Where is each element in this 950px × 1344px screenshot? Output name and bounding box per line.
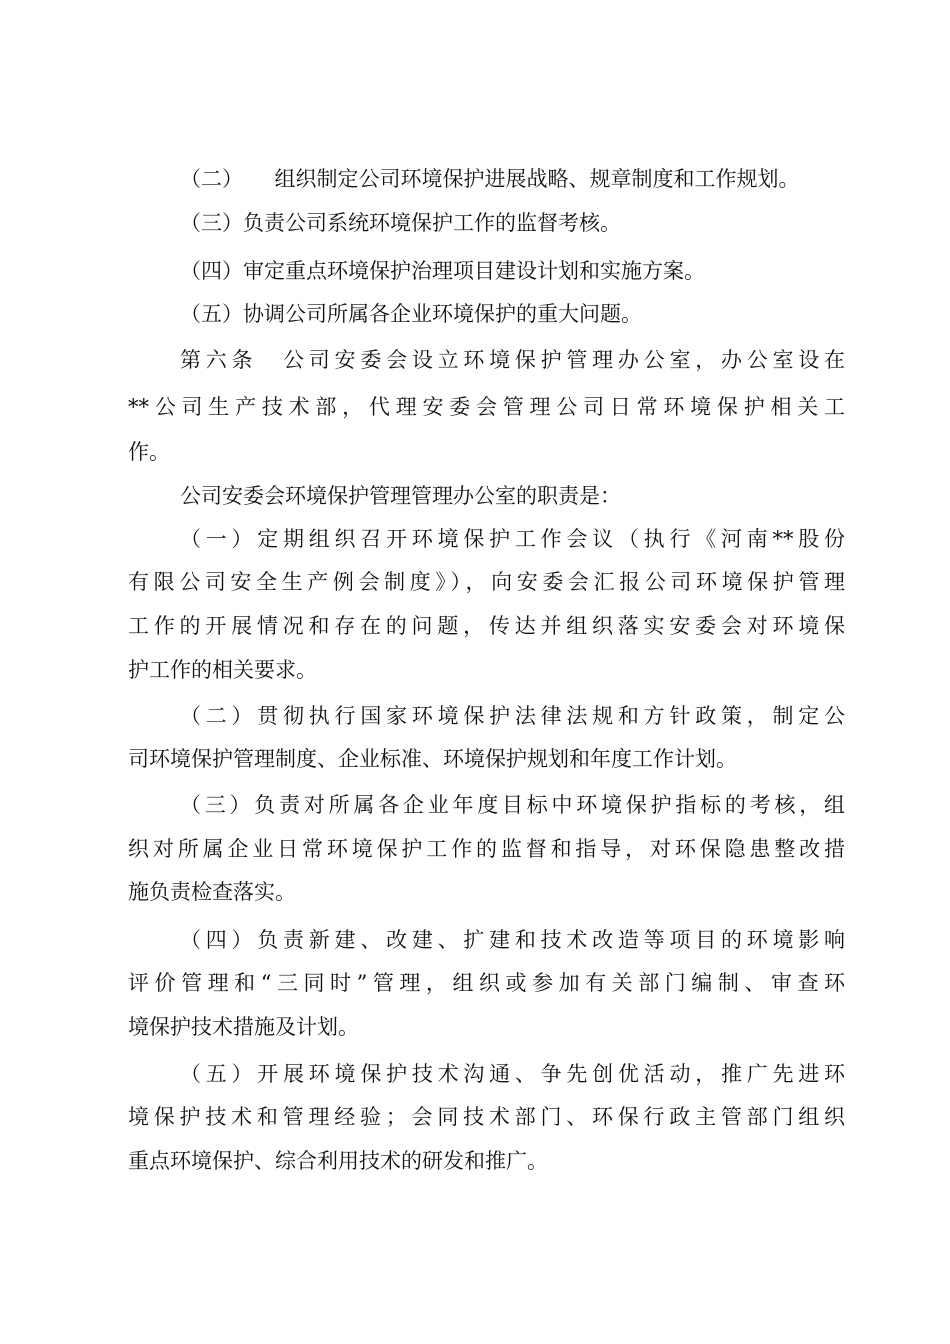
text-line: 第六条 公司安委会设立环境保护管理办公室，办公室设在 [180, 348, 845, 372]
text-line: 作。 [128, 440, 170, 464]
text-line: （五）协调公司所属各企业环境保护的重大问题。 [180, 302, 642, 326]
text-line: （三）负责对所属各企业年度目标中环境保护指标的考核，组 [180, 793, 845, 817]
text-line: （三）负责公司系统环境保护工作的监督考核。 [180, 211, 621, 235]
text-line: 织对所属企业日常环境保护工作的监督和指导，对环保隐患整改措 [128, 837, 845, 861]
text-line: **公司生产技术部，代理安委会管理公司日常环境保护相关工 [128, 395, 845, 419]
text-line: 工作的开展情况和存在的问题，传达并组织落实安委会对环境保 [128, 614, 845, 638]
text-line: 施负责检查落实。 [128, 880, 296, 904]
text-line: （五）开展环境保护技术沟通、争先创优活动，推广先进环 [180, 1062, 845, 1086]
text-line: 境保护技术和管理经验；会同技术部门、环保行政主管部门组织 [128, 1105, 845, 1129]
text-line: （四）负责新建、改建、扩建和技术改造等项目的环境影响 [180, 928, 845, 952]
text-line: （一）定期组织召开环境保护工作会议（执行《河南**股份 [180, 527, 845, 551]
text-line: 司环境保护管理制度、企业标准、环境保护规划和年度工作计划。 [128, 747, 737, 771]
text-line: 评价管理和“三同时”管理，组织或参加有关部门编制、审查环 [128, 971, 845, 995]
text-line: 重点环境保护、综合利用技术的研发和推广。 [128, 1149, 548, 1173]
text-line: （二）贯彻执行国家环境保护法律法规和方针政策，制定公 [180, 704, 845, 728]
text-line: 境保护技术措施及计划。 [128, 1015, 359, 1039]
text-line: （四）审定重点环境保护治理项目建设计划和实施方案。 [180, 259, 705, 283]
text-line: （二） 组织制定公司环境保护进展战略、规章制度和工作规划。 [180, 167, 800, 191]
text-line: 有限公司安全生产例会制度》），向安委会汇报公司环境保护管理 [128, 570, 845, 594]
text-line: 公司安委会环境保护管理管理办公室的职责是： [180, 484, 621, 508]
text-line: 护工作的相关要求。 [128, 658, 317, 682]
